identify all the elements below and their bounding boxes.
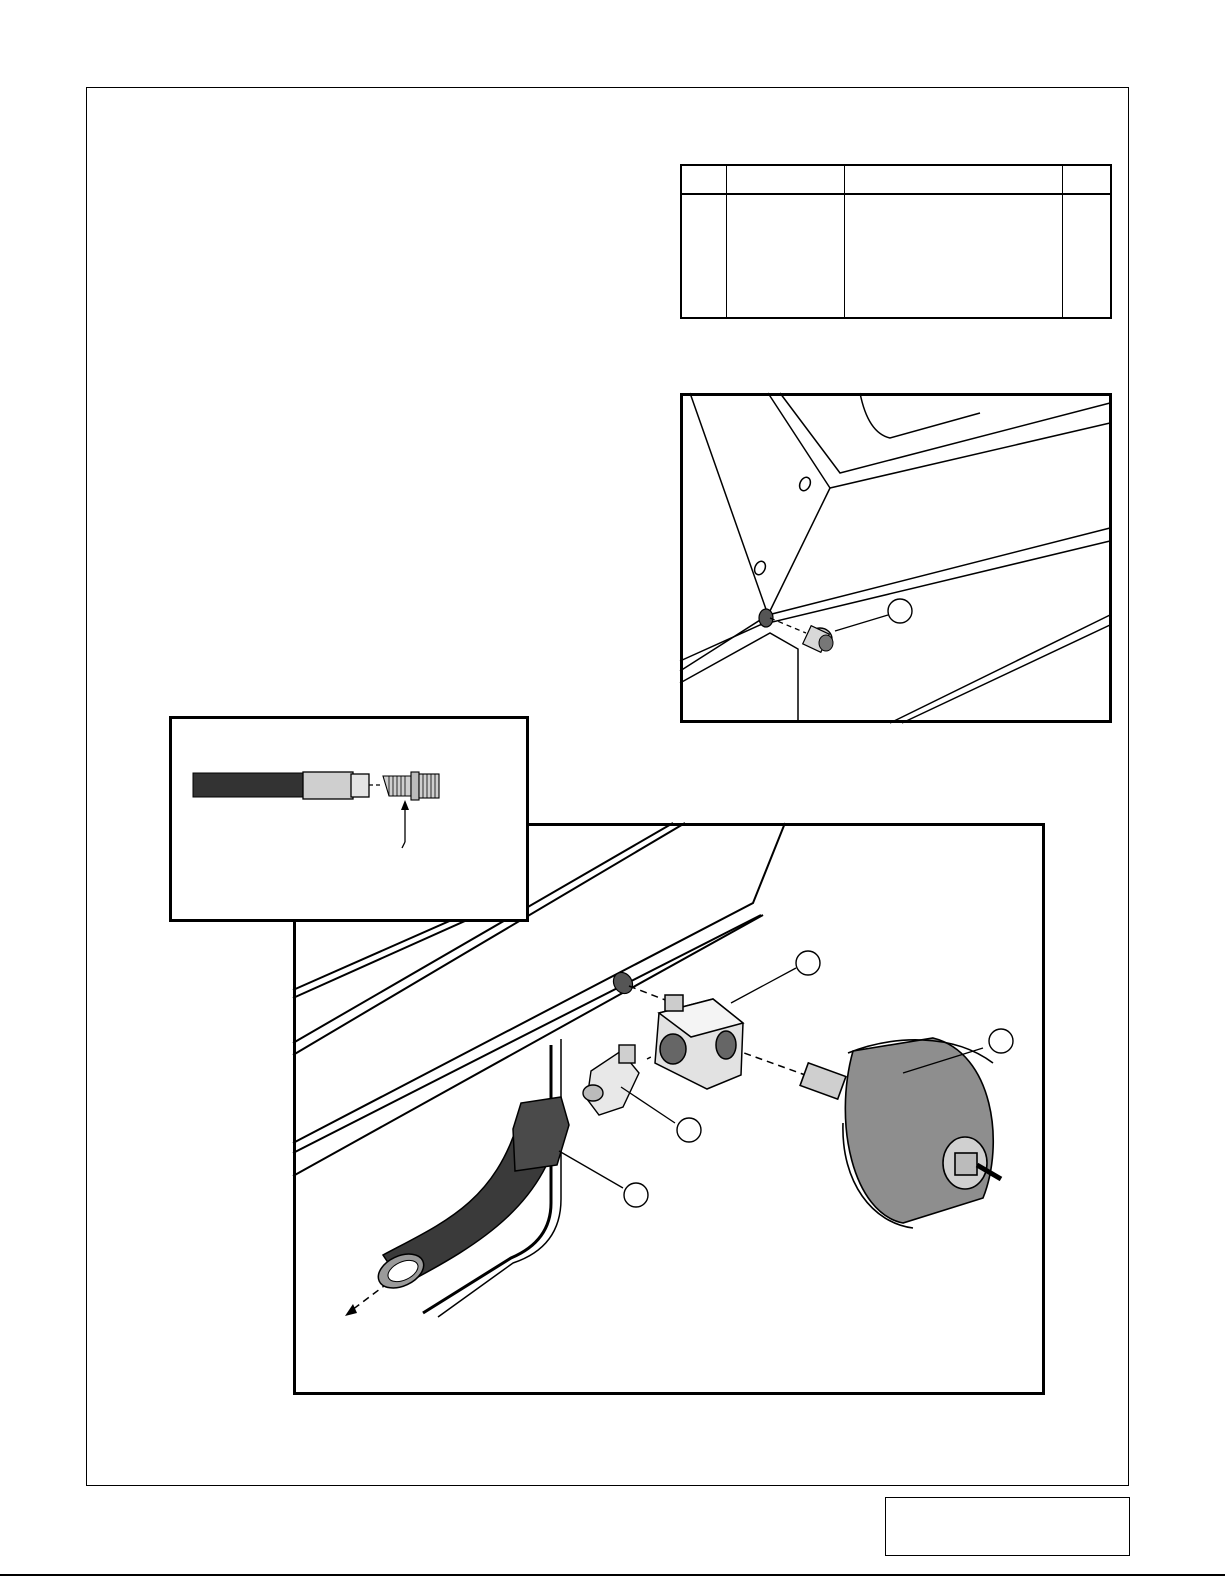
- bottom-rule: [0, 1574, 1225, 1576]
- callout-circle: [989, 1029, 1013, 1053]
- parts-table-divider: [1062, 166, 1063, 317]
- callout-circle: [624, 1183, 648, 1207]
- threaded-fitting-icon: [383, 772, 439, 800]
- detail-hose-fitting-view: [169, 716, 529, 922]
- callout-circle: [888, 599, 912, 623]
- parts-table: [680, 164, 1112, 319]
- parts-table-divider: [844, 166, 845, 317]
- detail-plug-view: [680, 393, 1112, 723]
- hose-ferrule-icon: [303, 772, 353, 799]
- parts-table-divider: [726, 166, 727, 317]
- callout-circle: [677, 1118, 701, 1142]
- parts-table-header: [682, 166, 1110, 195]
- page-number-box: [885, 1497, 1130, 1556]
- hose-section-icon: [193, 773, 305, 797]
- callout-circle: [796, 951, 820, 975]
